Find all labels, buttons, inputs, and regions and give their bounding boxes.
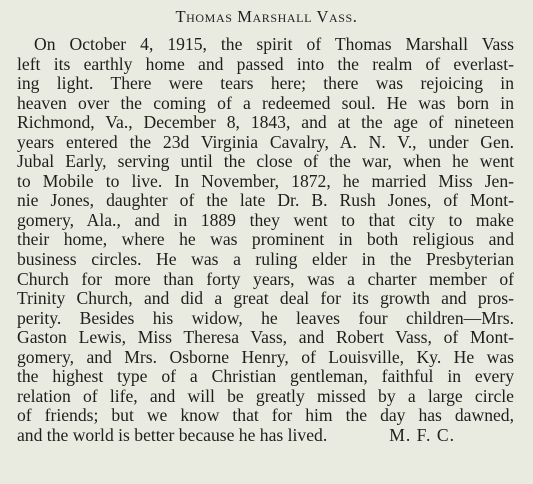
body-line: the highest type of a Christian gentleman, faithful in every — [17, 366, 514, 387]
obituary-title: Thomas Marshall Vass. — [175, 7, 358, 26]
body-line: to Mobile to live. In November, 1872, he married Miss Jen- — [17, 170, 514, 191]
body-line: nie Jones, daughter of the late Dr. B. Rush Jones, of Mont- — [17, 190, 514, 211]
body-line: gomery, and Mrs. Osborne Henry, of Louisville, Ky. He was — [17, 346, 514, 367]
body-line-last — [17, 426, 514, 446]
body-line: Jubal Early, serving until the close of the war, when he went — [17, 151, 514, 172]
body-line: years entered the 23d Virginia Cavalry, A. N. V., under Gen. — [17, 131, 514, 152]
body-line: Richmond, Va., December 8, 1843, and at the age of nineteen — [17, 112, 514, 133]
body-line: ing light. There were tears here; there was rejoicing in — [17, 73, 514, 94]
body-line: perity. Besides his widow, he leaves four children—Mrs. — [17, 307, 514, 328]
body-line: their home, where he was prominent in both religious and — [17, 229, 514, 250]
body-line: relation of life, and will be greatly missed by a large circle — [17, 385, 514, 406]
body-line: On October 4, 1915, the spirit of Thomas Marshall Vass — [34, 34, 514, 54]
body-line: left its earthly home and passed into the realm of everlast- — [17, 53, 514, 74]
body-line: business circles. He was a ruling elder in the Presbyterian — [17, 249, 514, 270]
obituary-body — [17, 35, 514, 445]
body-line-last-text: and the world is better because he has lived. — [17, 424, 328, 445]
body-line: gomery, Ala., and in 1889 they went to that city to make — [17, 209, 514, 230]
body-line: of friends; but we know that for him the day has dawned, — [17, 405, 514, 426]
signature: M. F. C. — [389, 424, 455, 445]
body-line: Trinity Church, and did a great deal for its growth and pros- — [17, 288, 514, 309]
body-line: Gaston Lewis, Miss Theresa Vass, and Robert Vass, of Mont- — [17, 327, 514, 348]
body-line: heaven over the coming of a redeemed soul. He was born in — [17, 92, 514, 113]
body-line: Church for more than forty years, was a charter member of — [17, 268, 514, 289]
